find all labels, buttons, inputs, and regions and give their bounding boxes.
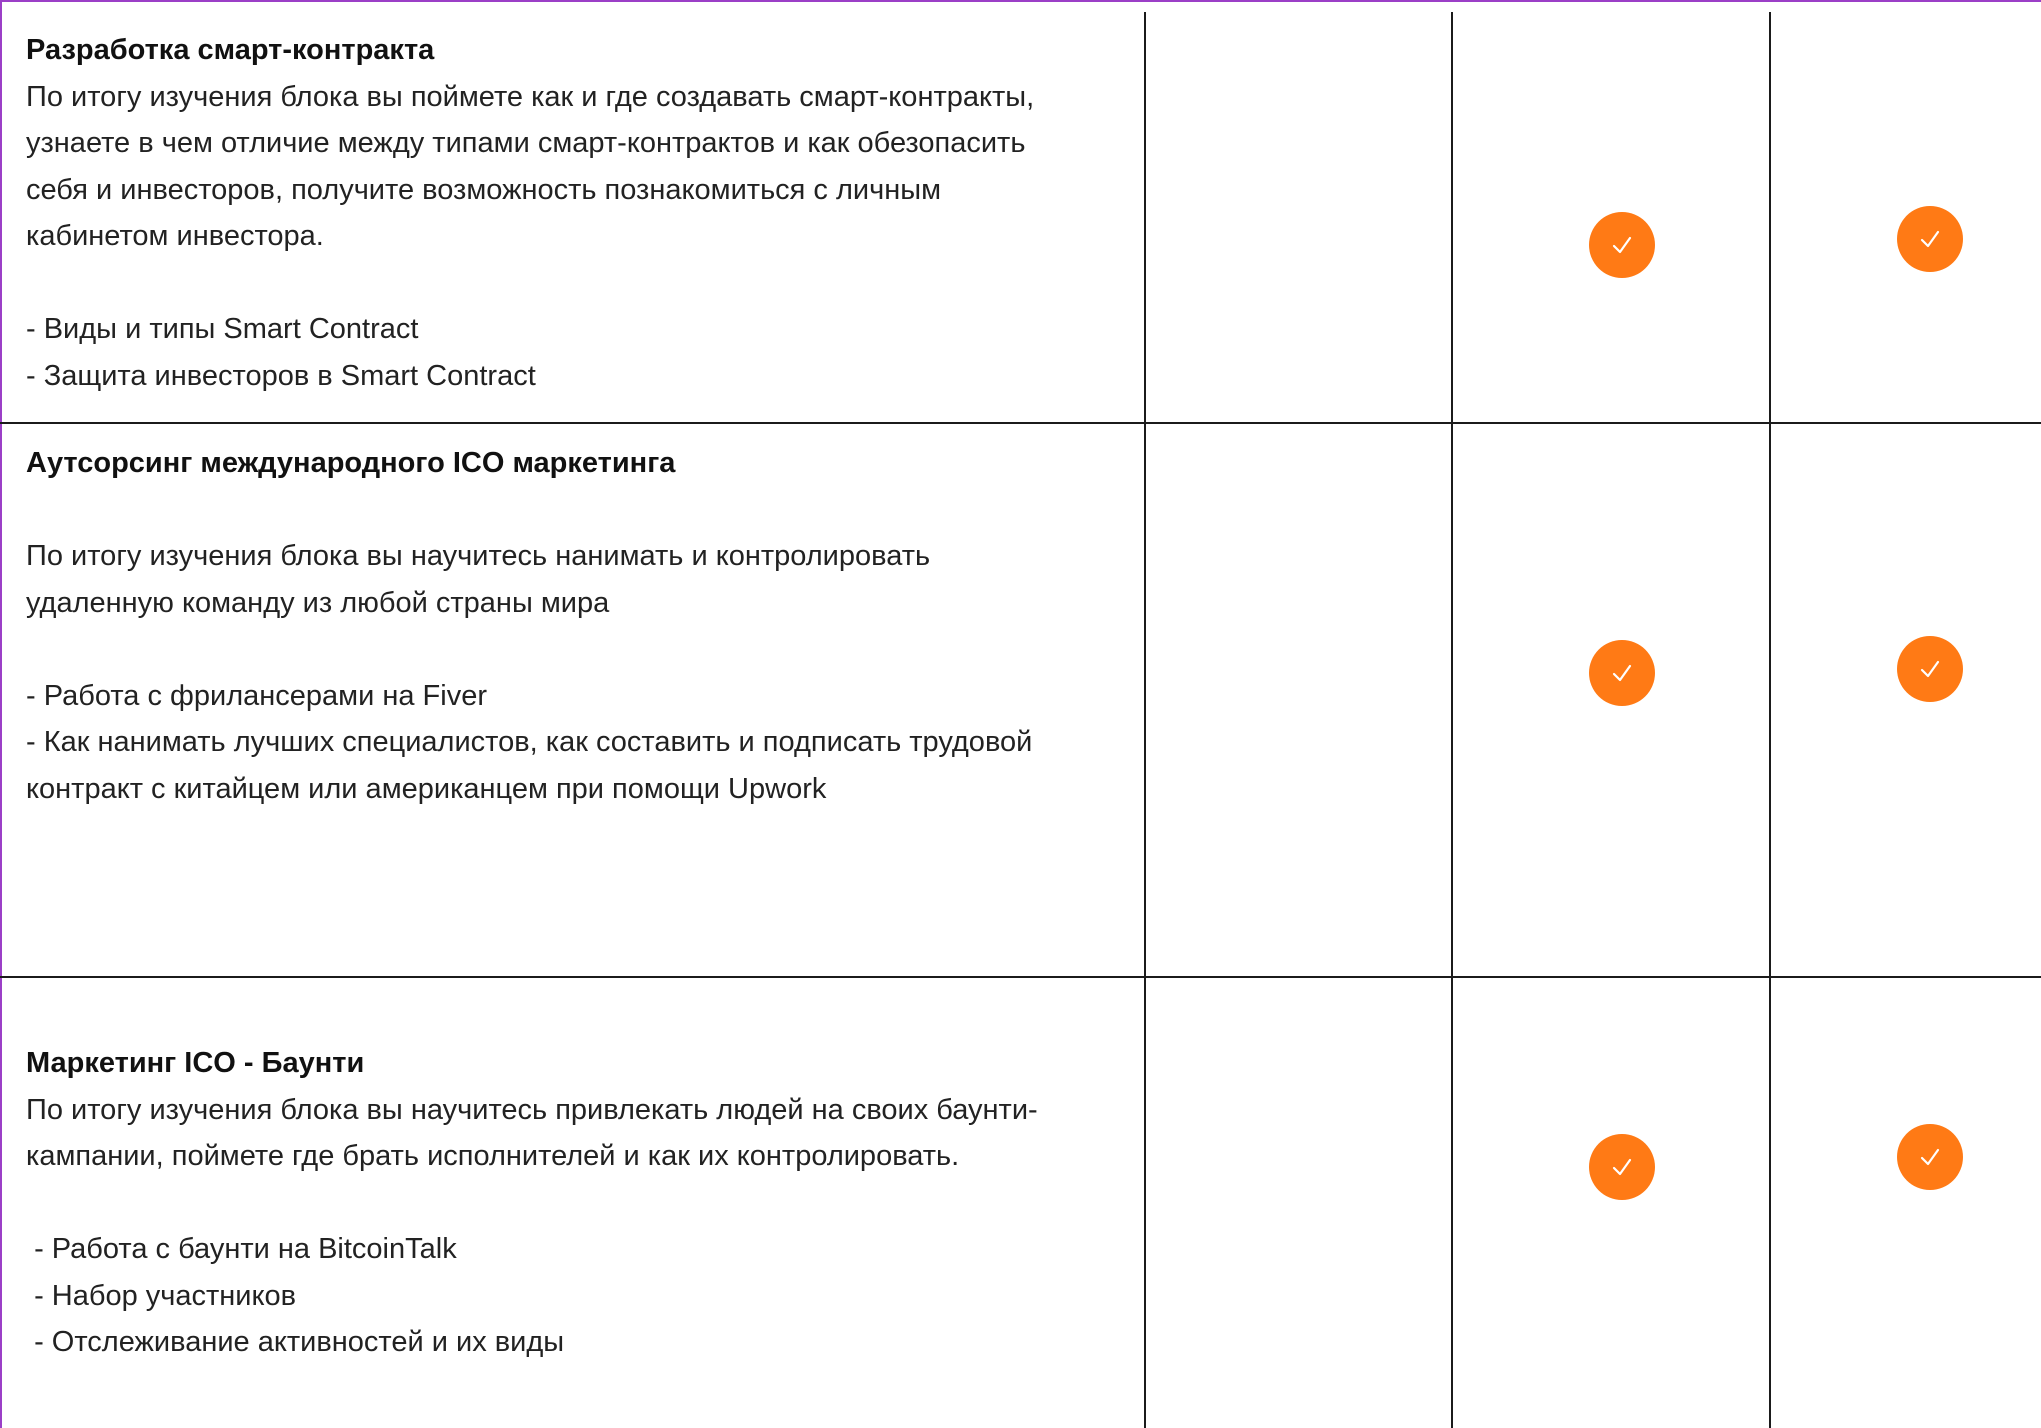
topic-item: - Как нанимать лучших специалистов, как составить и подписать трудовой: [26, 726, 1033, 758]
description-line: узнаете в чем отличие между типами смарт-контрактов и как обезопасить: [26, 127, 1026, 159]
description-line: По итогу изучения блока вы поймете как и где создавать смарт-контракты,: [26, 80, 1035, 113]
topic-item: - Виды и типы Smart Contract: [26, 313, 419, 345]
column-divider-1: [1144, 12, 1146, 1428]
frame-left-border: [0, 0, 2, 1428]
spacer: [26, 626, 1136, 673]
module-description: [26, 1040, 1136, 1366]
module-title: Аутсорсинг международного ICO маркетинга: [26, 447, 676, 479]
description-line: По итогу изучения блока вы научитесь привлекать людей на своих баунти-: [26, 1093, 1038, 1126]
description-line: кабинетом инвестора.: [26, 220, 324, 252]
description-line: кампании, поймете где брать исполнителей и как их контролировать.: [26, 1140, 960, 1172]
row-divider-1: [0, 422, 2041, 424]
checkmark-icon: [1897, 636, 1963, 702]
checkmark-icon: [1897, 1124, 1963, 1190]
row-divider-2: [0, 976, 2041, 978]
spacer: [26, 487, 1136, 534]
column-divider-2: [1451, 12, 1453, 1428]
description-line: По итогу изучения блока вы научитесь нанимать и контролировать: [26, 540, 931, 572]
checkmark-icon: [1897, 206, 1963, 272]
frame-top-border: [0, 0, 2041, 2]
checkmark-icon: [1589, 1134, 1655, 1200]
module-description: [26, 27, 1136, 399]
spacer: [26, 260, 1136, 307]
topic-item: - Набор участников: [26, 1279, 297, 1312]
topic-item: - Защита инвесторов в Smart Contract: [26, 359, 536, 392]
topic-item: - Работа с баунти на BitcoinTalk: [26, 1233, 457, 1265]
topic-item: - Работа с фрилансерами на Fiver: [26, 679, 487, 712]
checkmark-icon: [1589, 212, 1655, 278]
module-title: Маркетинг ICO - Баунти: [26, 1047, 365, 1079]
checkmark-icon: [1589, 640, 1655, 706]
spacer: [26, 1180, 1136, 1227]
module-description: [26, 440, 1136, 812]
column-divider-3: [1769, 12, 1771, 1428]
topic-item: - Отслеживание активностей и их виды: [26, 1326, 565, 1358]
topic-item: контракт с китайцем или американцем при помощи Upwork: [26, 772, 827, 805]
description-line: себя и инвесторов, получите возможность познакомиться с личным: [26, 173, 942, 206]
description-line: удаленную команду из любой страны мира: [26, 586, 610, 619]
module-title: Разработка смарт-контракта: [26, 34, 435, 66]
